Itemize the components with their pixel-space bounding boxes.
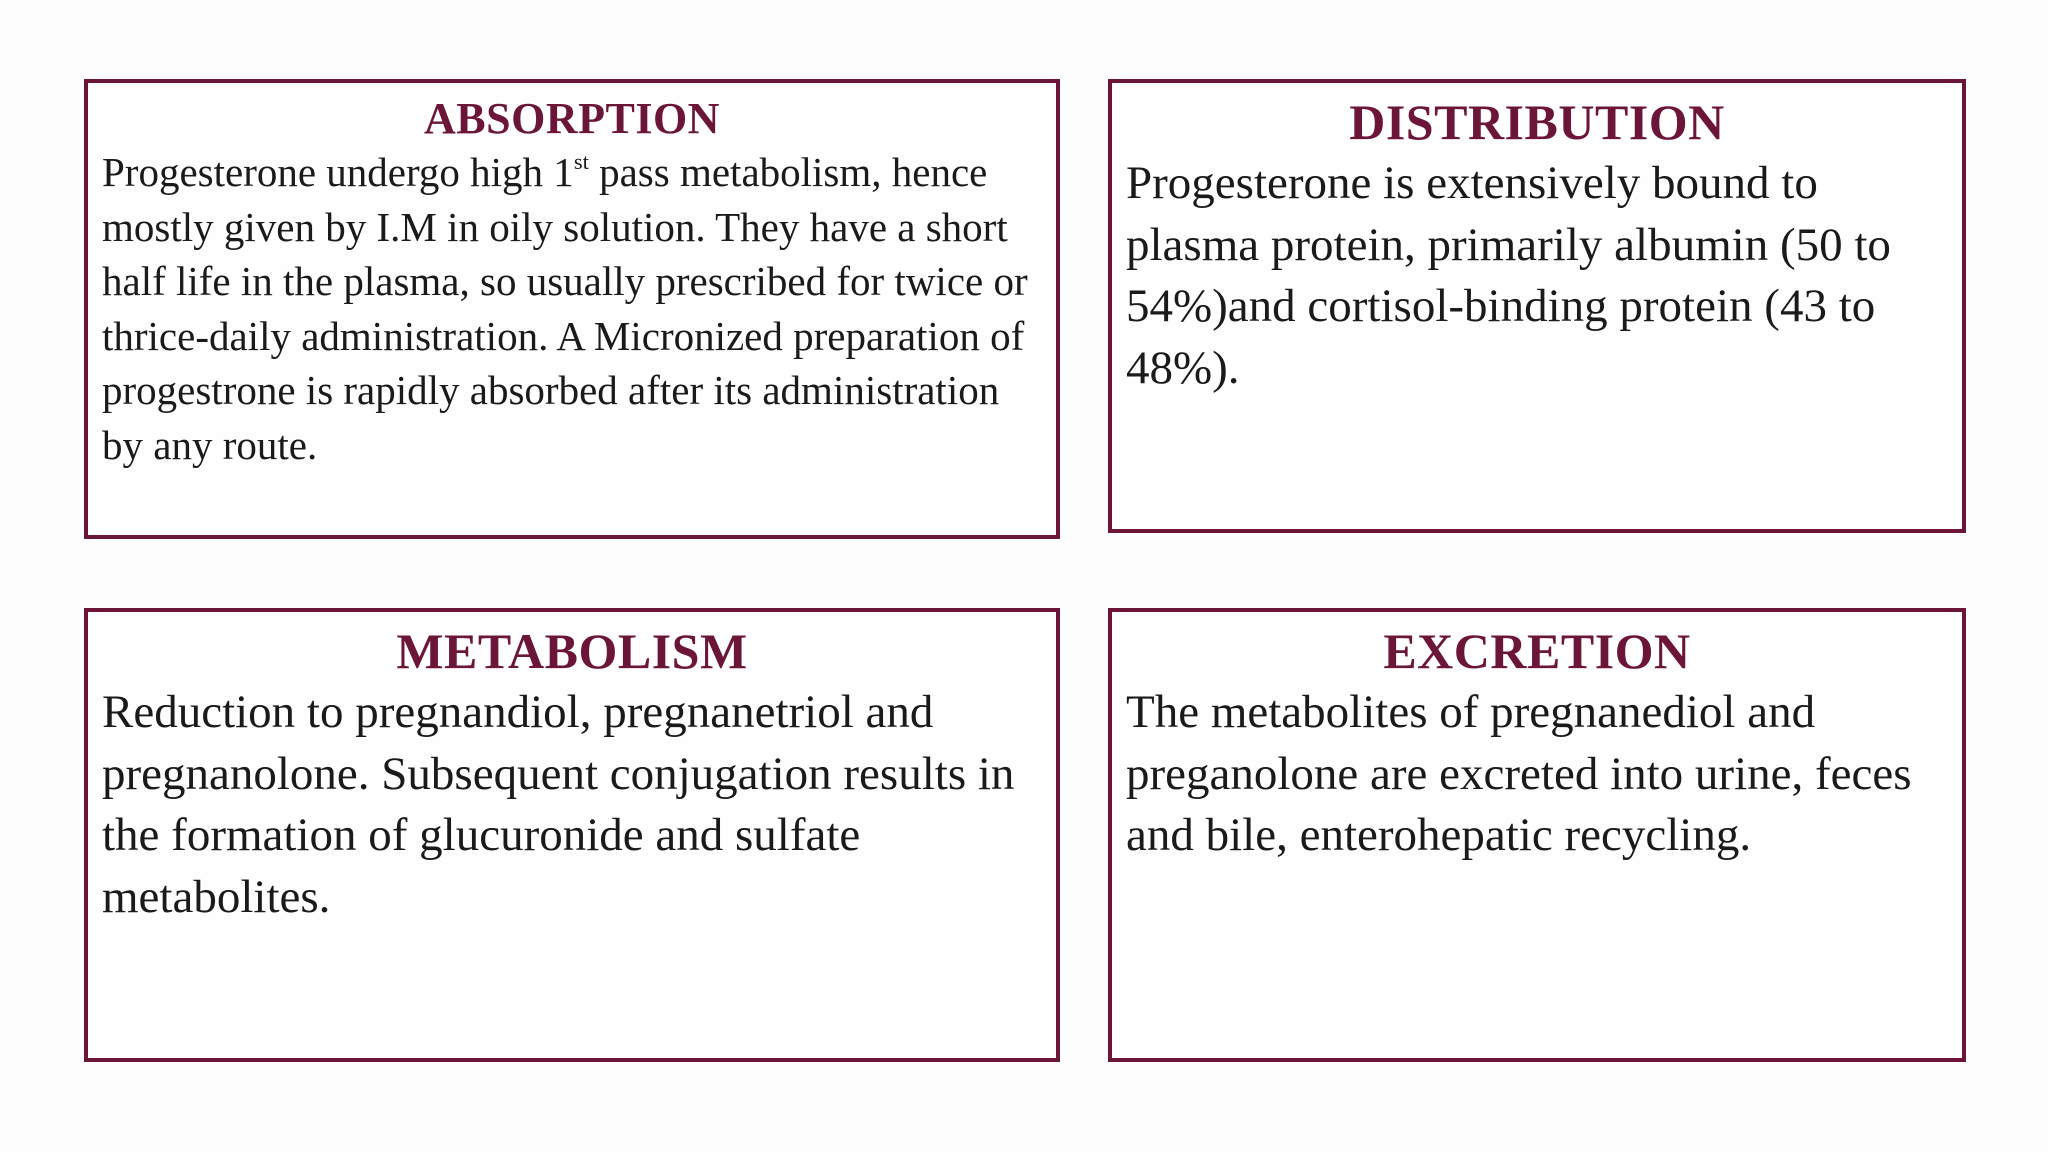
absorption-box [84, 79, 1060, 539]
distribution-box [1108, 79, 1966, 533]
absorption-title: ABSORPTION [424, 94, 720, 143]
distribution-text: Progesterone is extensively bound to plasma protein, primarily albumin (50 to 54%)and cortisol-binding protein (43 to 48%). [1126, 157, 1891, 394]
metabolism-title: METABOLISM [396, 623, 748, 679]
metabolism-box [84, 608, 1060, 1062]
excretion-text: The metabolites of pregnanediol and preganolone are excreted into urine, feces and bile, enterohepatic recycling. [1126, 686, 1912, 861]
absorption-text-end: pass metabolism, hence mostly given by I.M in oily solution. They have a short half life in the plasma, so usually prescribed for twice or thrice-daily administration. A Micronized preparation of progestrone is rapidly absorbed after its administration by any route. [102, 149, 1028, 468]
absorption-text-start: Progesterone undergo high 1 [102, 149, 574, 195]
distribution-title: DISTRIBUTION [1349, 94, 1725, 150]
absorption-text [102, 145, 1042, 472]
excretion-title: EXCRETION [1383, 623, 1691, 679]
excretion-box [1108, 608, 1966, 1062]
absorption-ordinal-suffix: st [573, 149, 589, 175]
metabolism-text: Reduction to pregnandiol, pregnanetriol and pregnanolone. Subsequent conjugation results in the formation of glucuronide and sulfate metabolites. [102, 686, 1015, 923]
